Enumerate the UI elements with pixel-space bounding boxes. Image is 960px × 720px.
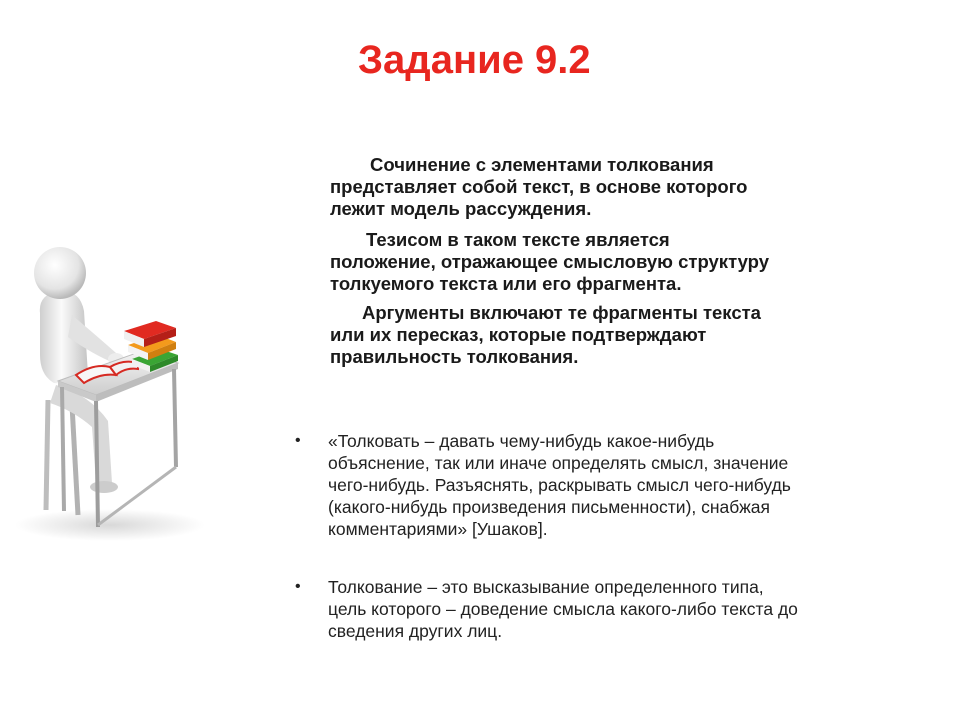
paragraph-2-line-2: положение, отражающее смысловую структуру (330, 251, 769, 272)
definition-paragraph-3 (330, 302, 930, 368)
bullet-2-line-3: сведения других лиц. (328, 621, 503, 641)
bullet-1-line-1: «Толковать – давать чему-нибудь какое-нибудь (328, 431, 715, 451)
paragraph-3-line-3: правильность толкования. (330, 346, 579, 367)
paragraph-2-line-1: Тезисом в таком тексте является (366, 229, 670, 250)
bullet-1-line-4: (какого-нибудь произведения письменности), снабжая (328, 497, 771, 517)
bullet-icon: • (295, 432, 301, 449)
paragraph-1-line-2: представляет собой текст, в основе которого (330, 176, 748, 197)
bullet-2-text (328, 576, 918, 642)
paragraph-3-line-2: или их пересказ, которые подтверждают (330, 324, 707, 345)
paragraph-1-line-3: лежит модель рассуждения. (330, 198, 592, 219)
definition-paragraph-1 (330, 154, 930, 220)
definition-paragraph-2 (330, 229, 930, 295)
bullet-2-line-2: цель которого – доведение смысла какого-либо текста до (328, 599, 798, 619)
bullet-2-line-1: Толкование – это высказывание определенного типа, (328, 577, 764, 597)
bullet-1-line-2: объяснение, так или иначе определять смысл, значение (328, 453, 789, 473)
bullet-1-text (328, 430, 918, 540)
bullet-icon: • (295, 578, 301, 595)
bullet-1-line-3: чего-нибудь. Разъяснять, раскрывать смысл чего-нибудь (328, 475, 791, 495)
paragraph-2-line-3: толкуемого текста или его фрагмента. (330, 273, 682, 294)
student-at-desk-icon (0, 235, 210, 545)
paragraph-3-line-1: Аргументы включают те фрагменты текста (362, 302, 761, 323)
bullet-1-line-5: комментариями» [Ушаков]. (328, 519, 548, 539)
page-title: Задание 9.2 (358, 38, 591, 82)
paragraph-1-line-1: Сочинение с элементами толкования (370, 154, 714, 175)
